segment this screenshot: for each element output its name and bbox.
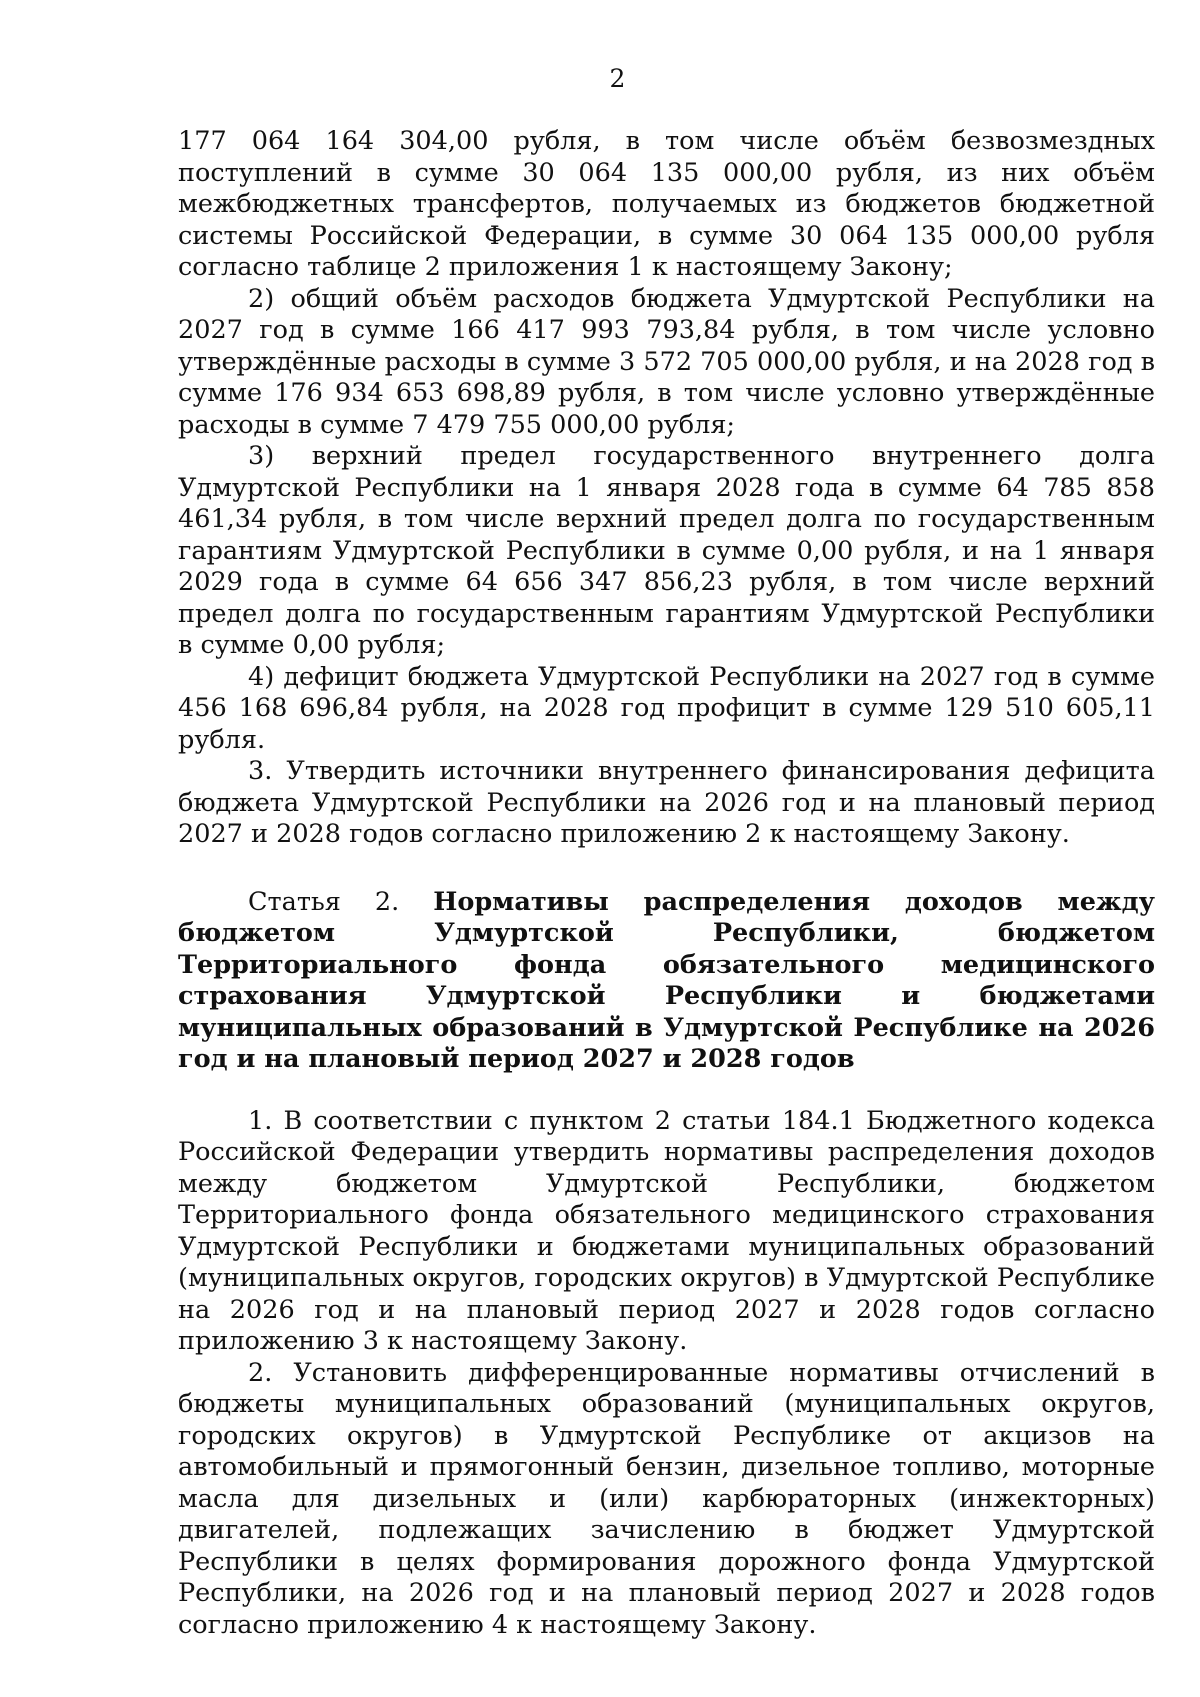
article-2-paragraph-1: 1. В соответствии с пунктом 2 статьи 184.1 Бюджетного кодекса Российской Федерации утвердить нормативы распределения доходов между бюджетом Удмуртской Республики, бюджетом Территориального фонда обязательного медицинского страхования Удмуртской Республики и бюджетами муниципальных образований (муниципальных округов, городских округов) в Удмуртской Республике на 2026 год и на плановый период 2027 и 2028 годов согласно приложению 3 к настоящему Закону. [178, 1105, 1155, 1356]
article-2-body [178, 1106, 1155, 1642]
paragraph-deficit: 4) дефицит бюджета Удмуртской Республики на 2027 год в сумме 456 168 696,84 рубля, на 2028 год профицит в сумме 129 510 605,11 рубля. [178, 661, 1155, 755]
document-body [178, 126, 1155, 1641]
article-heading [178, 887, 1155, 1076]
paragraph-debt-limit: 3) верхний предел государственного внутреннего долга Удмуртской Республики на 1 января 2028 года в сумме 64 785 858 461,34 рубля, в том числе верхний предел долга по государственным гарантиям Удмуртской Республики в сумме 0,00 рубля, и на 1 января 2029 года в сумме 64 656 347 856,23 рубля, в том числе верхний предел долга по государственным гарантиям Удмуртской Республики в сумме 0,00 рубля; [178, 441, 1155, 660]
page-number: 2 [609, 64, 626, 93]
article-2-paragraph-2: 2. Установить дифференцированные нормативы отчислений в бюджеты муниципальных образований (муниципальных округов, городских округов) в Удмуртской Республике от акцизов на автомобильный и прямогонный бензин, дизельное топливо, моторные масла для дизельных и (или) карбюраторных (инжекторных) двигателей, подлежащих зачислению в бюджет Удмуртской Республики в целях формирования дорожного фонда Удмуртской Республики, на 2026 год и на плановый период 2027 и 2028 годов согласно приложению 4 к настоящему Закону. [178, 1357, 1155, 1640]
article-title: Нормативы распределения доходов между бюджетом Удмуртской Республики, бюджетом Территориального фонда обязательного медицинского страхования Удмуртской Республики и бюджетами муниципальных образований в Удмуртской Республике на 2026 год и на плановый период 2027 и 2028 годов [178, 886, 1155, 1074]
paragraph-financing-sources: 3. Утвердить источники внутреннего финансирования дефицита бюджета Удмуртской Республики на 2026 год и на плановый период 2027 и 2028 годов согласно приложению 2 к настоящему Закону. [178, 756, 1155, 849]
article-2 [178, 887, 1155, 1642]
paragraph-continuation: 177 064 164 304,00 рубля, в том числе объём безвозмездных поступлений в сумме 30 064 135 000,00 рубля, из них объём межбюджетных трансфертов, получаемых из бюджетов бюджетной системы Российской Федерации, в сумме 30 064 135 000,00 рубля согласно таблице 2 приложения 1 к настоящему Закону; [178, 126, 1155, 282]
paragraph-expenditures: 2) общий объём расходов бюджета Удмуртской Республики на 2027 год в сумме 166 417 993 793,84 рубля, в том числе условно утверждённые расходы в сумме 3 572 705 000,00 рубля, и на 2028 год в сумме 176 934 653 698,89 рубля, в том числе условно утверждённые расходы в сумме 7 479 755 000,00 рубля; [178, 283, 1155, 440]
article-label: Статья 2. [248, 886, 400, 917]
